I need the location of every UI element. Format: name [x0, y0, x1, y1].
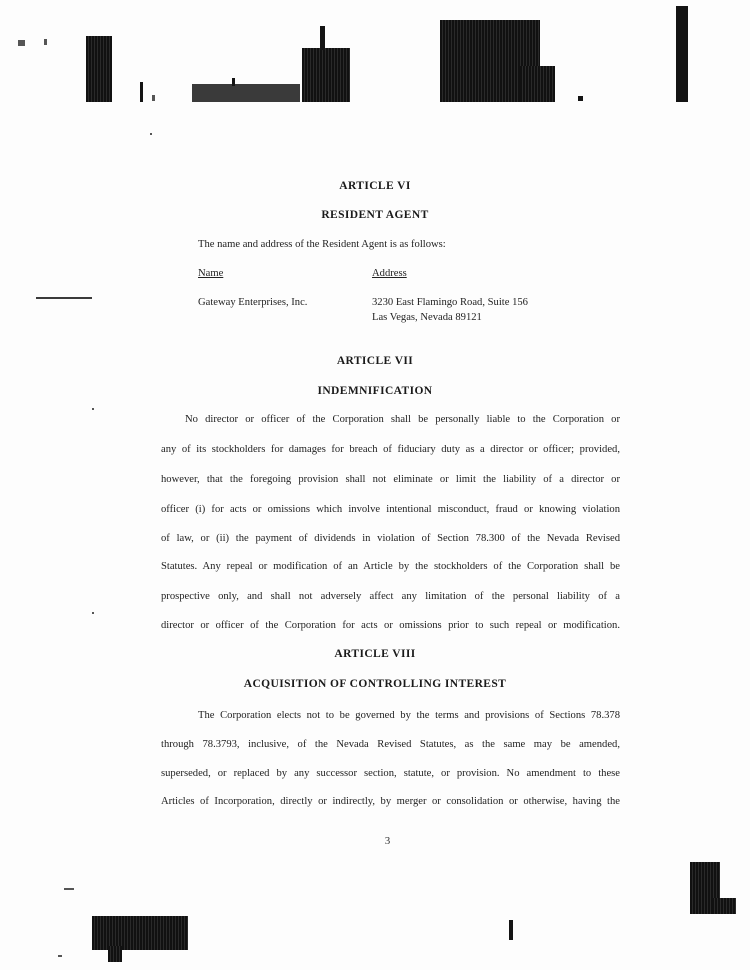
paragraph-line: director or officer of the Corporation for acts or omissions prior to such repeal or modification.: [161, 620, 620, 631]
scan-artifact: [712, 898, 736, 914]
scan-artifact: [58, 955, 62, 957]
agent-name: Gateway Enterprises, Inc.: [198, 297, 308, 308]
agent-address-line2: Las Vegas, Nevada 89121: [372, 312, 482, 323]
article-viii-title: ARTICLE VIII: [334, 648, 416, 660]
address-column-header: Address: [372, 268, 407, 279]
paragraph-line: Articles of Incorporation, directly or indirectly, by merger or consolidation or otherwise, having the: [161, 796, 620, 807]
article-vii-subtitle: INDEMNIFICATION: [317, 385, 433, 397]
paragraph-line: The Corporation elects not to be governed by the terms and provisions of Sections 78.378: [198, 710, 620, 721]
scan-artifact: [520, 66, 555, 102]
scan-artifact: [36, 297, 92, 299]
scan-artifact: [92, 612, 94, 614]
paragraph-line: No director or officer of the Corporation shall be personally liable to the Corporation or: [185, 414, 620, 425]
paragraph-line: through 78.3793, inclusive, of the Nevada Revised Statutes, as the same may be amended,: [161, 739, 620, 750]
page-number: 3: [384, 835, 391, 847]
scan-artifact: [92, 916, 188, 950]
scan-artifact: [152, 95, 155, 101]
resident-agent-intro: The name and address of the Resident Agent is as follows:: [198, 239, 446, 250]
paragraph-line: Statutes. Any repeal or modification of an Article by the stockholders of the Corporation shall be: [161, 561, 620, 572]
article-vii-title: ARTICLE VII: [336, 355, 414, 367]
scan-artifact: [302, 48, 350, 102]
paragraph-line: superseded, or replaced by any successor section, statute, or provision. No amendment to these: [161, 768, 620, 779]
article-vi-title: ARTICLE VI: [339, 180, 411, 192]
scan-artifact: [86, 36, 112, 102]
agent-address-line1: 3230 East Flamingo Road, Suite 156: [372, 297, 528, 308]
paragraph-line: any of its stockholders for damages for breach of fiduciary duty as a director or officer; provided,: [161, 444, 620, 455]
scan-artifact: [108, 946, 122, 962]
name-column-header: Name: [198, 268, 224, 279]
scan-artifact: [18, 40, 25, 46]
scan-artifact: [140, 82, 143, 102]
scan-artifact: [232, 78, 235, 86]
scan-artifact: [320, 26, 325, 50]
scan-artifact: [92, 408, 94, 410]
scan-artifact: [578, 96, 583, 101]
paragraph-line: of law, or (ii) the payment of dividends in violation of Section 78.300 of the Nevada Revised: [161, 533, 620, 544]
scan-artifact: [509, 920, 513, 940]
scan-artifact: [676, 6, 688, 102]
scan-artifact: [64, 888, 74, 890]
scan-artifact: [192, 84, 300, 102]
scan-artifact: [150, 133, 152, 135]
paragraph-line: however, that the foregoing provision shall not eliminate or limit the liability of a director or: [161, 474, 620, 485]
paragraph-line: prospective only, and shall not adversely affect any limitation of the personal liability of a: [161, 591, 620, 602]
paragraph-line: officer (i) for acts or omissions which involve intentional misconduct, fraud or knowing violation: [161, 504, 620, 515]
article-viii-subtitle: ACQUISITION OF CONTROLLING INTEREST: [243, 678, 507, 690]
scan-artifact: [44, 39, 47, 45]
article-vi-subtitle: RESIDENT AGENT: [321, 209, 429, 221]
